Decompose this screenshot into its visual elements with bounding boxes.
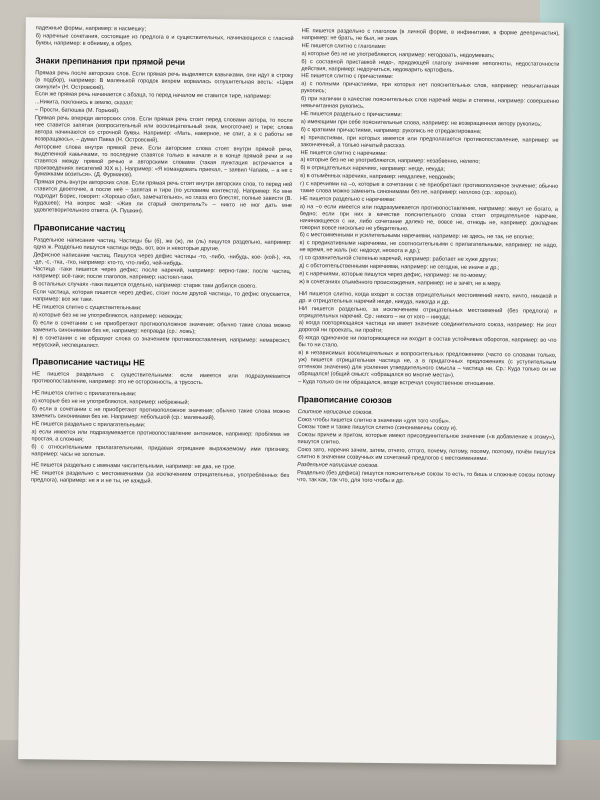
paragraph: Частица -таки пишется через дефис; после наречий, например: верно-таки; после частиц, например: всё-таки; после глаголов, например: настоял-таки. xyxy=(33,266,292,282)
paragraph: а) на –о если имеется или подразумевается противопоставление, например: живут не богато, а бедно; если при них в качестве пояснительного слова стоит отрицательное наречие, начинающееся с ни, либо сочетание далеко не, вовсе не, отнюдь не, например: докладчик говорил вовсе нисколько не убедительно. xyxy=(299,203,558,232)
document-page xyxy=(18,17,564,765)
paragraph: НЕ пишется слитно с глаголами: xyxy=(301,42,387,50)
paragraph: Прямая речь после авторских слов. Если прямая речь выделяется кавычками, они идут в строку (в подбор), например: В маленькой городок вихрем ворвалась оглушительная весть: «Царя скинули!» (Н. Островский). xyxy=(35,70,294,91)
paragraph: – Куда только он ни обращался, везде встречал сочувственное отношение. xyxy=(298,378,495,387)
paragraph: НЕ пишется слитно с наречиями: xyxy=(300,149,387,157)
paragraph: а) с полными причастиями, при которых нет пояснительных слов, например: невычитанная рукопись; xyxy=(301,81,560,95)
paragraph: б) с составной приставкой недо-, придающей глаголу значение неполноты, недостаточности действия, например: недоучиться, недоварить картофель. xyxy=(301,58,560,74)
paragraph: НЕ пишется слитно с причастиями: xyxy=(301,73,394,81)
paragraph: в) в независимых восклицательных и вопросительных предложениях (часто со словами только, уж) пишется отрицательная частица не, а в придаточных предложениях (с уступительным оттенком значения) для усиления утвердительного смысла – частица ни. Ср.: Куда только он не обращался! (общий смысл: «обращался во многие места»). xyxy=(298,350,557,379)
paragraph: НЕ пишется раздельно с наречиями: xyxy=(299,196,396,204)
left-column xyxy=(31,25,294,488)
paragraph: Дефисное написание частиц. Пишутся через дефис частицы -то, -либо, -нибудь, кое- (кой-), -ка, -де, -с, -тка, -тко, например: кто-то, что-либо, чей-нибудь. xyxy=(33,251,292,267)
paragraph: НЕ пишется раздельно с прилагательными: xyxy=(31,421,146,429)
paragraph: б) наречные сочетания, состоящие из предлога в и существительных, начинающихся с гласной буквы, например: в обнимку, в обрез. xyxy=(35,33,294,48)
paragraph: Союз зато, наречия зачем, затем, отчего, оттого, почему, потому, посему, поэтому, почём пишутся слитно в значении созвучных им сочетаний предлогов с местоимениями. xyxy=(297,447,556,463)
paragraph: Если частица, которая пишется через дефис, стоит после другой частицы, то дефис опускается, например: все же таки. xyxy=(32,289,292,304)
paragraph: а) которые без не не употребляются, например: небрежный; xyxy=(31,398,190,407)
paragraph: Если же прямая речь начинается с абзаца, то перед началом ее ставится тире, например: xyxy=(35,91,272,101)
paragraph: в) с предикативными наречиями, не соотносительными с прилагательными, например: не надо, не время, не жаль (но: недосуг, неохота и др.); xyxy=(299,240,558,255)
paragraph: НЕ пишется раздельно с глаголом (в личной форме, в инфинитиве, в форме деепричастия), например: не брать, не был, не зная. xyxy=(301,28,560,43)
paragraph: а) если имеется или подразумевается противопоставление антонимов, например: проблема не простая, а сложная; xyxy=(31,429,290,443)
paragraph: е) с наречиями, которые пишутся через дефис, например: не по-моему; xyxy=(299,271,487,280)
paragraph: В остальных случаях -таки пишется отдельно, например: старик таки добился своего. xyxy=(33,281,257,290)
paragraph: б) с краткими причастиями, например: рукопись не отредактирована; xyxy=(300,126,482,135)
paragraph: а) когда повторяющаяся частица ни имеет значение соединительного союза, например: Ни этот дорогой ни проехать, ни пройти; xyxy=(298,320,557,335)
paragraph: б) если в сочетании с не приобретают противоположное значение; обычно такие слова можно заменить синонимами без не, например: неправда (ср.: ложь); xyxy=(32,320,291,335)
paragraph: б) с относительными прилагательными, придавая отрицание выражаемому ими признаку, например: часы не золотые. xyxy=(31,443,290,458)
paragraph: б) если в сочетании с не приобретают противоположное значение; обычно такие слова можно заменить синонимами без не. Например: небольшой (ср.: маленький). xyxy=(31,406,290,422)
paragraph: НЕ пишется слитно с существительными: xyxy=(32,304,142,312)
paragraph: а) которые без не не употребляются, например: невежда; xyxy=(32,312,183,320)
paragraph: НЕ пишется раздельно с существительными: если имеется или подразумевается противопоставление, например: это не осторожность, а трусость. xyxy=(32,371,291,387)
paragraph: НЕ пишется раздельно с причастиями: xyxy=(300,111,403,119)
paragraph: Прямая речь внутри авторских слов. Если прямая речь стоит внутри авторских слов, то перед ней ставится двоеточие, а после неё – запятая и тире (по условиям контекста). Например: Ко мне подходит Борис, говорит: «Хорошо сбил, замечательно», но глаза его блестят, полные зависти (В. Кудашев); На вопрос мой: «Жив ли старый смотритель?» – никто не мог дать мне удовлетворительного ответа. (А. Пушкин). xyxy=(33,179,293,215)
subheading: Слитное написание союзов. xyxy=(297,408,373,416)
paragraph: Союз чтобы пишется слитно в значении «для того чтобы». xyxy=(297,416,451,425)
paragraph: Раздельное написание частиц. Частицы бы (б), же (ж), ли (ль) пишутся раздельно, например: одна ж. Раздельно пишутся частицы ведь, вот, вон и некоторые другие. xyxy=(33,237,292,252)
paragraph: д) с обстоятельственными наречиями, например: не сегодня, не иначе и др.; xyxy=(299,263,500,272)
paragraph: НЕ пишется раздельно с местоимениями (за исключением отрицательных, употреблённых без предлога), например: не я и не ты, не каждый. xyxy=(31,470,290,485)
paragraph: Союзы тоже и также пишутся слитно (синонимичны союзу и). xyxy=(297,424,458,433)
paragraph: НЕ пишется раздельно с именами числительными, например: не два, не трое. xyxy=(31,462,236,471)
paragraph: Прямая речь впереди авторских слов. Если прямая речь стоит перед словами автора, то после нее ставится запятая (вопросительный или восклицательный знак, многоточие) и тире; слова автора начинаются со строчной буквы. Например: «Мать, наверное, не спит, а я с работы не возвращаюсь», – думал Павка (Н. Островский). xyxy=(34,115,293,144)
section-heading: Знаки препинания при прямой речи xyxy=(35,55,186,67)
subheading: Раздельное написание союзов. xyxy=(297,462,379,469)
paragraph: а) которые без не не употребляются, например: негодовать, недоумевать; xyxy=(301,50,495,59)
paragraph: в) в отымённых наречиях, например: невдалеке, невдомёк; xyxy=(300,173,456,181)
right-column xyxy=(297,28,560,487)
paragraph: а) которые без не не употребляются, например: незабвенно, нелепо; xyxy=(300,157,481,166)
paragraph: б) при наличии в качестве пояснительных слов наречий меры и степени, например: совершенно невычитанная рукопись. xyxy=(300,96,560,110)
paragraph: а) имеющими при себе пояснительные слова, например: не возвращенная автору рукопись; xyxy=(300,118,542,128)
paragraph: в) в сочетании с не образуют слова со значением противопоставления, например: немарксист, неруcский, неспециалист. xyxy=(32,334,291,349)
paragraph: НИ пишется раздельно, за исключением отрицательных местоимений (без предлога) и отрицательных наречий. Ср.: никого – ни от кого – никуда; xyxy=(298,305,557,321)
paragraph: б) в отрицательных наречиях, например: негде, некуда; xyxy=(300,165,446,173)
paragraph: Раздельно (без дефиса) пишутся пояснительные союзы то есть, то бишь и сложные союзы потому что, так как, так что, для того чтобы и др. xyxy=(297,469,556,484)
paragraph: ж) в сочетаниях отымённого происхождения, например: не в зачёт, не в меру. xyxy=(299,278,502,288)
paragraph: падежные формы, например: в насмешку; xyxy=(35,25,147,33)
paragraph: НЕ пишется слитно с прилагательными: xyxy=(31,390,137,398)
paragraph: г) со сравнительной степенью наречий, например: работает не хуже других; xyxy=(299,255,499,264)
paragraph: Союзы причем и притом, которые имеют присоединительное значение («в добавление к этому»), пишутся слитно. xyxy=(297,432,556,446)
paragraph: г) с наречиями на –о, которые в сочетании с не приобретают противоположное значение; обычно такие слова можно заменить синонимами без не, например: неплохо (ср.: хорошо). xyxy=(300,181,559,197)
paragraph: Авторские слова внутри прямой речи. Если авторские слова стоят внутри прямой речи, выделенной кавычками, то последние ставятся только в начале и в конце прямой речи и не ставятся между прямой речью и авторскими словами (такая пунктация встречается в произведениях писателей XIX в.). Например: «Я командовать приехал, – заявил Чапаев, – а не с бумажками возиться». (Д. Фурманов). xyxy=(34,144,293,179)
section-heading: Правописание частицы НЕ xyxy=(32,356,145,368)
paragraph: – Прости, батюшка (М. Горький). xyxy=(34,107,120,115)
paragraph: б) когда одиночное ни повторяющееся ни входит в состав устойчивых оборотов, например: во что бы то ни стало. xyxy=(298,335,557,349)
section-heading: Правописание союзов xyxy=(297,393,392,405)
paragraph: в) причастиями, при которых имеется или предполагается противопоставление, например: не законченный, а только начатый рассказ. xyxy=(300,134,559,149)
section-heading: Правописание частиц xyxy=(33,222,126,234)
paragraph: б) с местоименными и усилительными наречиями, например: не здесь, не так, не вполне; xyxy=(299,232,534,242)
paragraph: ...Никита, поклонись в землю, сказал: xyxy=(34,99,134,107)
paragraph: НИ пишется слитно, когда входит в состав отрицательных местоимений никто, ничто, никакой и др. и отрицательных наречий нигде, никуда, никогда и др. xyxy=(298,290,558,306)
